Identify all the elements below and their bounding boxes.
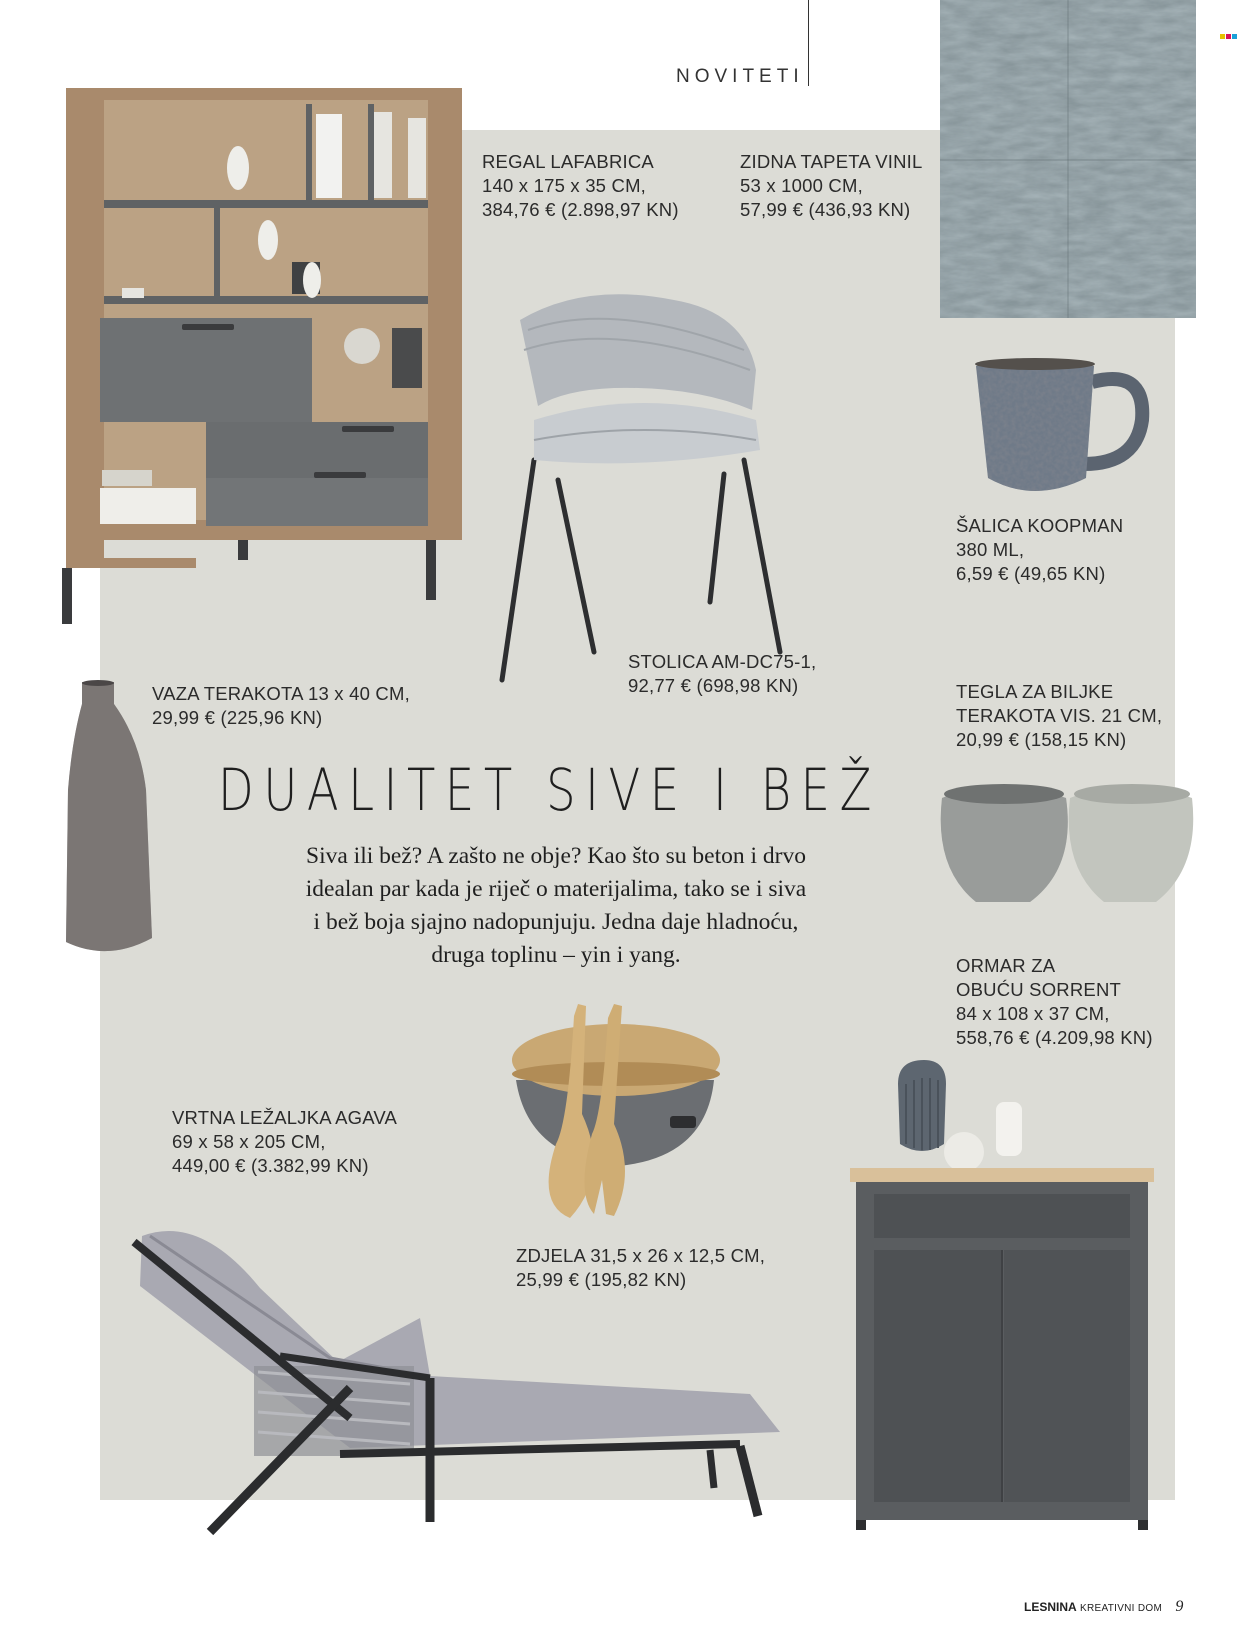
product-dimensions: 69 x 58 x 205 CM, (172, 1131, 326, 1152)
product-price: 20,99 € (158,15 KN) (956, 729, 1127, 750)
product-regal (482, 150, 679, 222)
product-dimensions: 140 x 175 x 35 CM, (482, 175, 647, 196)
product-detail: TERAKOTA VIS. 21 CM, (956, 705, 1163, 726)
intro-line: Siva ili bež? A zašto ne obje? Kao što su beton i drvo (306, 843, 806, 869)
section-rule (808, 0, 809, 86)
page-number: 9 (1175, 1598, 1184, 1615)
product-price: 92,77 € (698,98 KN) (628, 675, 799, 696)
page-headline: DUALITET SIVE I BEŽ (218, 756, 881, 824)
section-label: NOVITETI (676, 66, 804, 87)
bowl-image (510, 1004, 720, 1226)
wallpaper-swatch-image (940, 0, 1196, 318)
product-tegla (956, 680, 1162, 752)
chair-image (494, 290, 794, 690)
vase-image (62, 680, 154, 956)
product-name: STOLICA AM-DC75-1, (628, 651, 817, 672)
product-name: ORMAR ZA (956, 955, 1056, 976)
plant-pots-image (938, 778, 1194, 908)
product-price: 384,76 € (2.898,97 KN) (482, 199, 679, 220)
footer-brand: LESNINA (1024, 1600, 1077, 1614)
product-price: 29,99 € (225,96 KN) (152, 707, 323, 728)
product-salica (956, 514, 1123, 586)
product-price: 6,59 € (49,65 KN) (956, 563, 1106, 584)
product-name: ZDJELA 31,5 x 26 x 12,5 CM, (516, 1245, 766, 1266)
product-name: VRTNA LEŽALJKA AGAVA (172, 1107, 398, 1128)
intro-line: i bež boja sjajno nadopunjuju. Jedna daje hladnoću, (313, 909, 799, 935)
product-dimensions: 84 x 108 x 37 CM, (956, 1003, 1110, 1024)
product-dimensions: 53 x 1000 CM, (740, 175, 863, 196)
product-volume: 380 ML, (956, 539, 1025, 560)
product-price: 558,76 € (4.209,98 KN) (956, 1027, 1153, 1048)
print-marks (1220, 32, 1242, 42)
intro-paragraph (236, 840, 876, 972)
intro-line: druga toplinu – yin i yang. (431, 942, 681, 968)
product-price: 25,99 € (195,82 KN) (516, 1269, 687, 1290)
shoe-cabinet-image (846, 1054, 1158, 1530)
product-name: REGAL LAFABRICA (482, 151, 654, 172)
product-name: ŠALICA KOOPMAN (956, 515, 1124, 536)
product-stolica (628, 650, 816, 698)
product-ormar (956, 954, 1153, 1050)
product-name: TEGLA ZA BILJKE (956, 681, 1114, 702)
regal-shelf-image (62, 88, 466, 628)
product-name-cont: OBUĆU SORRENT (956, 979, 1121, 1000)
product-price: 449,00 € (3.382,99 KN) (172, 1155, 369, 1176)
product-vaza (152, 682, 410, 730)
product-name: ZIDNA TAPETA VINIL (740, 151, 923, 172)
page-footer (1024, 1598, 1183, 1616)
mug-image (968, 356, 1158, 504)
product-name: VAZA TERAKOTA 13 x 40 CM, (152, 683, 410, 704)
intro-line: idealan par kada je riječ o materijalima, tako se i siva (305, 876, 807, 902)
footer-magazine: KREATIVNI DOM (1080, 1603, 1163, 1614)
product-lezaljka (172, 1106, 397, 1178)
product-price: 57,99 € (436,93 KN) (740, 199, 911, 220)
product-zdjela (516, 1244, 765, 1292)
product-tapeta (740, 150, 923, 222)
